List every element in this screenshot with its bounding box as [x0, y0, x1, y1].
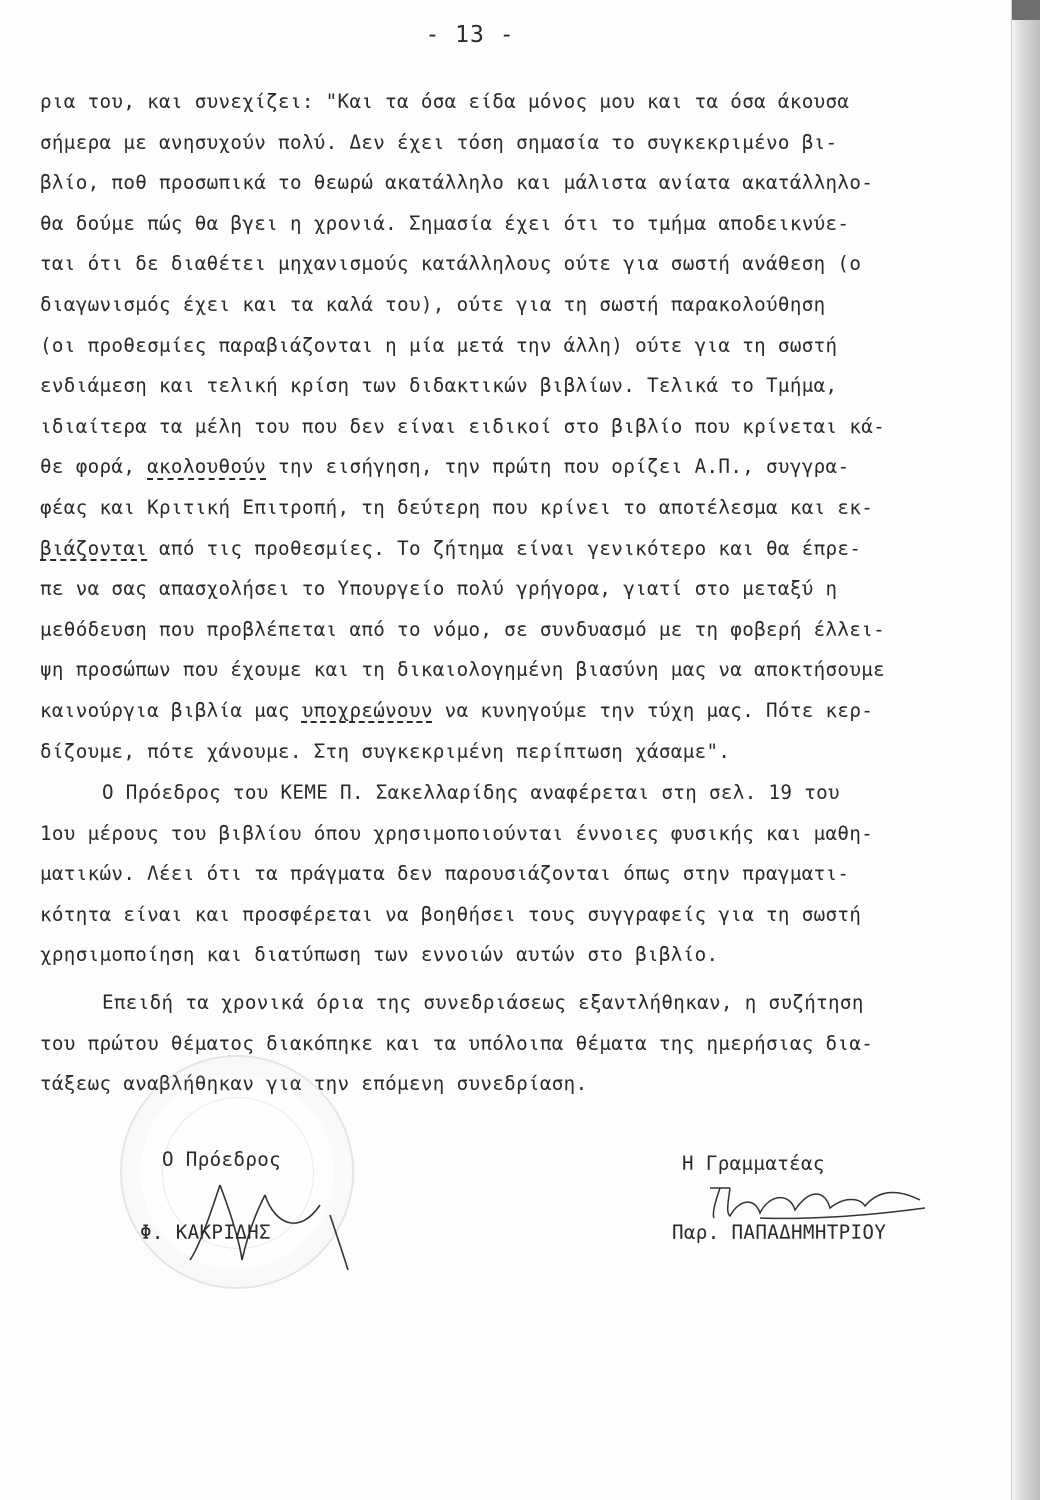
- text-line: [40, 691, 980, 732]
- text-fragment: από τις προθεσμίες. Το ζήτημα είναι γενικότερο και θα έπρε-: [147, 536, 862, 560]
- text-line: τάξεως αναβλήθηκαν για την επόμενη συνεδρίαση.: [40, 1072, 588, 1096]
- secretary-name: Παρ. ΠΑΠΑΔΗΜΗΤΡΙΟΥ: [672, 1221, 887, 1244]
- text-line: ματικών. Λέει ότι τα πράγματα δεν παρουσιάζονται όπως στην πραγματι-: [40, 862, 850, 886]
- text-line: θα δούμε πώς θα βγει η χρονιά. Σημασία έχει ότι το τμήμα αποδεικνύε-: [40, 211, 850, 235]
- text-line: βλίο, ποθ προσωπικά το θεωρώ ακατάλληλο και μάλιστα ανίατα ακατάλληλο-: [40, 171, 874, 195]
- secretary-title: Η Γραμματέας: [682, 1152, 825, 1175]
- text-line: 1ου μέρους του βιβλίου όπου χρησιμοποιούνται έννοιες φυσικής και μαθη-: [40, 821, 874, 845]
- text-line: φέας και Κριτική Επιτροπή, τη δεύτερη που κρίνει το αποτέλεσμα και εκ-: [40, 495, 874, 519]
- text-line: Επειδή τα χρονικά όρια της συνεδριάσεως εξαντλήθηκαν, η συζήτηση: [102, 991, 864, 1014]
- president-title: Ο Πρόεδρος: [162, 1148, 282, 1171]
- text-line: διαγωνισμός έχει και τα καλά του), ούτε για τη σωστή παρακολούθηση: [40, 292, 826, 316]
- underlined-word: βιάζονται: [40, 536, 148, 560]
- text-line: χρησιμοποίηση και διατύπωση των εννοιών αυτών στο βιβλίο.: [40, 943, 719, 967]
- text-line: ται ότι δε διαθέτει μηχανισμούς κατάλληλους ούτε για σωστή ανάθεση (ο: [40, 252, 862, 276]
- text-line: [40, 447, 980, 488]
- paragraph-2: [40, 773, 980, 976]
- page-edge-shadow: [1011, 0, 1040, 1500]
- text-line: μεθόδευση που προβλέπεται από το νόμο, σε συνδυασμό με τη φοβερή έλλει-: [40, 617, 886, 641]
- underlined-word: ακολουθούν: [147, 455, 267, 479]
- page-corner-dark: [1012, 0, 1040, 20]
- text-fragment: θε φορά,: [40, 455, 148, 479]
- text-line: ιδιαίτερα τα μέλη του που δεν είναι ειδικοί στο βιβλίο που κρίνεται κά-: [40, 414, 886, 438]
- text-fragment: την εισήγηση, την πρώτη που ορίζει Α.Π., συγγρα-: [266, 455, 850, 479]
- president-name: Φ. ΚΑΚΡΙΔΗΣ: [140, 1221, 271, 1244]
- underlined-word: υποχρεώνουν: [301, 698, 433, 722]
- text-fragment: καινούργια βιβλία μας: [40, 698, 302, 722]
- text-line: σήμερα με ανησυχούν πολύ. Δεν έχει τόση σημασία το συγκεκριμένο βι-: [40, 130, 838, 154]
- text-line: δίζουμε, πότε χάνουμε. Στη συγκεκριμένη περίπτωση χάσαμε".: [40, 739, 731, 763]
- text-line: ψη προσώπων που έχουμε και τη δικαιολογημένη βιασύνη μας να αποκτήσουμε: [40, 658, 886, 682]
- paragraph-1: [40, 82, 980, 772]
- text-line: ρια του, και συνεχίζει: "Και τα όσα είδα μόνος μου και τα όσα άκουσα: [40, 90, 850, 113]
- text-line: του πρώτου θέματος διακόπηκε και τα υπόλοιπα θέματα της ημερήσιας δια-: [40, 1031, 874, 1055]
- text-line: κότητα είναι και προσφέρεται να βοηθήσει τους συγγραφείς για τη σωστή: [40, 902, 862, 926]
- text-line: (οι προθεσμίες παραβιάζονται η μία μετά την άλλη) ούτε για τη σωστή: [40, 333, 838, 357]
- text-line: [40, 529, 980, 570]
- text-line: πε να σας απασχολήσει το Υπουργείο πολύ γρήγορα, γιατί στο μεταξύ η: [40, 577, 838, 601]
- text-line: ενδιάμεση και τελική κρίση των διδακτικών βιβλίων. Τελικά το Τμήμα,: [40, 374, 838, 398]
- text-line: Ο Πρόεδρος του ΚΕΜΕ Π. Σακελλαρίδης αναφέρεται στη σελ. 19 του: [102, 781, 840, 804]
- text-fragment: να κυνηγούμε την τύχη μας. Πότε κερ-: [432, 698, 874, 722]
- page-number: - 13 -: [425, 22, 515, 48]
- president-signature: [180, 1165, 360, 1275]
